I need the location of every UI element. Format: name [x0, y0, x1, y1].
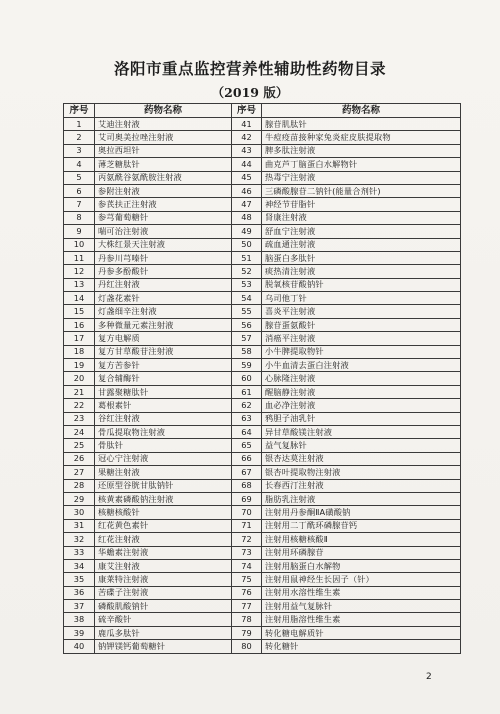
- table-row: [64, 385, 461, 398]
- row-number-left: 18: [64, 345, 95, 358]
- row-number-right: 69: [232, 492, 262, 505]
- row-number-left: 33: [64, 546, 95, 559]
- table-row: [64, 412, 461, 425]
- drug-name-right: 注射用核糖核酸Ⅱ: [262, 533, 461, 546]
- page-number: 2: [426, 672, 432, 682]
- drug-name-right: 血必净注射液: [262, 399, 461, 412]
- table-row: [64, 640, 461, 653]
- row-number-right: 53: [232, 278, 262, 291]
- table-row: [64, 251, 461, 264]
- row-number-right: 56: [232, 318, 262, 331]
- drug-name-right: 热毒宁注射液: [262, 171, 461, 184]
- table-row: [64, 265, 461, 278]
- row-number-left: 16: [64, 318, 95, 331]
- drug-name-right: 转化糖针: [262, 640, 461, 653]
- table-row: [64, 184, 461, 197]
- drug-name-right: 鸦胆子油乳针: [262, 412, 461, 425]
- drug-name-left: 苦碟子注射液: [95, 586, 232, 599]
- table-row: [64, 118, 461, 131]
- row-number-right: 79: [232, 626, 262, 639]
- drug-name-left: 甘露聚糖肽针: [95, 385, 232, 398]
- table-row: [64, 546, 461, 559]
- row-number-left: 34: [64, 559, 95, 572]
- row-number-left: 37: [64, 600, 95, 613]
- table-row: [64, 225, 461, 238]
- drug-name-left: 复方苦参针: [95, 359, 232, 372]
- drug-name-right: 神经节苷脂针: [262, 198, 461, 211]
- drug-name-left: 康艾注射液: [95, 559, 232, 572]
- drug-name-left: 丹红注射液: [95, 278, 232, 291]
- row-number-left: 30: [64, 506, 95, 519]
- drug-name-left: 多种微量元素注射液: [95, 318, 232, 331]
- drug-name-left: 薄芝糖肽针: [95, 158, 232, 171]
- row-number-left: 25: [64, 439, 95, 452]
- row-number-right: 77: [232, 600, 262, 613]
- drug-name-left: 磷酸肌酸钠针: [95, 600, 232, 613]
- drug-name-right: 注射用丹参酮ⅡA磺酸钠: [262, 506, 461, 519]
- drug-name-left: 硫辛酸针: [95, 613, 232, 626]
- table-row: [64, 626, 461, 639]
- row-number-left: 26: [64, 452, 95, 465]
- row-number-left: 12: [64, 265, 95, 278]
- drug-name-right: 益气复脉针: [262, 439, 461, 452]
- drug-name-right: 银杏叶提取物注射液: [262, 466, 461, 479]
- table-row: [64, 613, 461, 626]
- table-row: [64, 399, 461, 412]
- drug-name-right: 肾康注射液: [262, 211, 461, 224]
- drug-name-left: 骨瓜提取物注射液: [95, 425, 232, 438]
- drug-name-left: 复合辅酶针: [95, 372, 232, 385]
- drug-name-left: 果糖注射液: [95, 466, 232, 479]
- header-name-left: 药物名称: [95, 104, 232, 118]
- drug-name-left: 复方甘草酸苷注射液: [95, 345, 232, 358]
- drug-name-right: 腺苷蛋氨酸针: [262, 318, 461, 331]
- table-row: [64, 359, 461, 372]
- table-row: [64, 600, 461, 613]
- drug-name-right: 疏血通注射液: [262, 238, 461, 251]
- drug-name-left: 艾迪注射液: [95, 118, 232, 131]
- row-number-right: 55: [232, 305, 262, 318]
- drug-name-left: 灯盏花素针: [95, 292, 232, 305]
- row-number-left: 2: [64, 131, 95, 144]
- drug-name-right: 注射用脑蛋白水解物: [262, 559, 461, 572]
- row-number-right: 51: [232, 251, 262, 264]
- row-number-left: 14: [64, 292, 95, 305]
- drug-list-table: [63, 103, 461, 654]
- row-number-left: 1: [64, 118, 95, 131]
- row-number-left: 17: [64, 332, 95, 345]
- row-number-left: 10: [64, 238, 95, 251]
- row-number-right: 74: [232, 559, 262, 572]
- table-row: [64, 573, 461, 586]
- row-number-right: 47: [232, 198, 262, 211]
- row-number-left: 38: [64, 613, 95, 626]
- drug-name-right: 小牛脾提取物针: [262, 345, 461, 358]
- row-number-right: 43: [232, 144, 262, 157]
- row-number-left: 20: [64, 372, 95, 385]
- row-number-right: 44: [232, 158, 262, 171]
- drug-name-right: 异甘草酸镁注射液: [262, 425, 461, 438]
- row-number-right: 66: [232, 452, 262, 465]
- row-number-right: 59: [232, 359, 262, 372]
- drug-name-right: 脱氧核苷酸钠针: [262, 278, 461, 291]
- table-row: [64, 492, 461, 505]
- drug-name-left: 喘可治注射液: [95, 225, 232, 238]
- drug-name-left: 骨肽针: [95, 439, 232, 452]
- drug-name-left: 灯盏细辛注射液: [95, 305, 232, 318]
- drug-name-right: 消癌平注射液: [262, 332, 461, 345]
- table-row: [64, 238, 461, 251]
- row-number-right: 60: [232, 372, 262, 385]
- row-number-left: 40: [64, 640, 95, 653]
- row-number-left: 28: [64, 479, 95, 492]
- drug-name-right: 注射用鼠神经生长因子（针）: [262, 573, 461, 586]
- row-number-left: 32: [64, 533, 95, 546]
- drug-name-right: 脑蛋白多肽针: [262, 251, 461, 264]
- drug-name-left: 谷红注射液: [95, 412, 232, 425]
- drug-name-left: 复方电解质: [95, 332, 232, 345]
- drug-name-right: 注射用益气复脉针: [262, 600, 461, 613]
- table-row: [64, 131, 461, 144]
- drug-name-left: 冠心宁注射液: [95, 452, 232, 465]
- drug-name-left: 红花黄色素针: [95, 519, 232, 532]
- table-row: [64, 559, 461, 572]
- table-row: [64, 372, 461, 385]
- drug-name-right: 腺苷肌肽针: [262, 118, 461, 131]
- row-number-left: 15: [64, 305, 95, 318]
- table-row: [64, 586, 461, 599]
- row-number-right: 64: [232, 425, 262, 438]
- drug-name-right: 醒脑静注射液: [262, 385, 461, 398]
- row-number-right: 70: [232, 506, 262, 519]
- row-number-left: 35: [64, 573, 95, 586]
- table-row: [64, 479, 461, 492]
- row-number-left: 6: [64, 184, 95, 197]
- table-row: [64, 305, 461, 318]
- row-number-right: 78: [232, 613, 262, 626]
- table-row: [64, 425, 461, 438]
- row-number-right: 63: [232, 412, 262, 425]
- drug-name-right: 痰热清注射液: [262, 265, 461, 278]
- header-no-right: 序号: [232, 104, 262, 118]
- row-number-left: 7: [64, 198, 95, 211]
- table-row: [64, 533, 461, 546]
- header-name-right: 药物名称: [262, 104, 461, 118]
- row-number-left: 3: [64, 144, 95, 157]
- row-number-left: 36: [64, 586, 95, 599]
- table-row: [64, 519, 461, 532]
- row-number-left: 39: [64, 626, 95, 639]
- table-row: [64, 332, 461, 345]
- row-number-left: 29: [64, 492, 95, 505]
- row-number-left: 11: [64, 251, 95, 264]
- table-row: [64, 144, 461, 157]
- row-number-right: 48: [232, 211, 262, 224]
- table-row: [64, 345, 461, 358]
- row-number-left: 24: [64, 425, 95, 438]
- drug-name-right: 心脉隆注射液: [262, 372, 461, 385]
- table-row: [64, 158, 461, 171]
- drug-name-left: 奥拉西坦针: [95, 144, 232, 157]
- drug-name-left: 华蟾素注射液: [95, 546, 232, 559]
- drug-name-left: 红花注射液: [95, 533, 232, 546]
- row-number-right: 50: [232, 238, 262, 251]
- row-number-right: 62: [232, 399, 262, 412]
- table-body: [64, 118, 461, 654]
- row-number-right: 45: [232, 171, 262, 184]
- row-number-right: 52: [232, 265, 262, 278]
- drug-name-left: 康莱特注射液: [95, 573, 232, 586]
- drug-name-right: 喜炎平注射液: [262, 305, 461, 318]
- drug-name-right: 牛痘疫苗接种家兔炎症皮肤提取物: [262, 131, 461, 144]
- drug-name-right: 注射用脂溶性维生素: [262, 613, 461, 626]
- row-number-right: 75: [232, 573, 262, 586]
- row-number-right: 68: [232, 479, 262, 492]
- table-row: [64, 439, 461, 452]
- table-row: [64, 211, 461, 224]
- row-number-left: 4: [64, 158, 95, 171]
- row-number-left: 27: [64, 466, 95, 479]
- drug-name-left: 参芎葡萄糖针: [95, 211, 232, 224]
- drug-name-right: 舒血宁注射液: [262, 225, 461, 238]
- table-header-row: [64, 104, 461, 118]
- table-row: [64, 292, 461, 305]
- drug-name-left: 丹参川芎嗪针: [95, 251, 232, 264]
- table-row: [64, 452, 461, 465]
- row-number-right: 72: [232, 533, 262, 546]
- row-number-right: 58: [232, 345, 262, 358]
- drug-name-right: 注射用水溶性维生素: [262, 586, 461, 599]
- table-row: [64, 466, 461, 479]
- drug-name-left: 核糖核酸针: [95, 506, 232, 519]
- row-number-left: 31: [64, 519, 95, 532]
- drug-name-left: 钠钾镁钙葡萄糖针: [95, 640, 232, 653]
- drug-name-right: 长春西汀注射液: [262, 479, 461, 492]
- drug-name-left: 丹参多酚酸针: [95, 265, 232, 278]
- row-number-right: 76: [232, 586, 262, 599]
- drug-name-left: 核黄素磷酸钠注射液: [95, 492, 232, 505]
- row-number-left: 23: [64, 412, 95, 425]
- drug-name-right: 小牛血清去蛋白注射液: [262, 359, 461, 372]
- row-number-left: 8: [64, 211, 95, 224]
- row-number-left: 22: [64, 399, 95, 412]
- table-row: [64, 506, 461, 519]
- row-number-left: 13: [64, 278, 95, 291]
- drug-name-left: 艾司奥美拉唑注射液: [95, 131, 232, 144]
- drug-name-right: 脂肪乳注射液: [262, 492, 461, 505]
- drug-name-right: 注射用环磷腺苷: [262, 546, 461, 559]
- drug-name-right: 注射用二丁酰环磷腺苷钙: [262, 519, 461, 532]
- table-row: [64, 198, 461, 211]
- drug-name-right: 银杏达莫注射液: [262, 452, 461, 465]
- drug-name-left: 参芪扶正注射液: [95, 198, 232, 211]
- row-number-left: 5: [64, 171, 95, 184]
- row-number-left: 9: [64, 225, 95, 238]
- drug-name-left: 鹿瓜多肽针: [95, 626, 232, 639]
- row-number-right: 73: [232, 546, 262, 559]
- table-row: [64, 171, 461, 184]
- drug-name-right: 乌司他丁针: [262, 292, 461, 305]
- row-number-right: 49: [232, 225, 262, 238]
- row-number-right: 57: [232, 332, 262, 345]
- drug-name-right: 三磷酸腺苷二钠针(能量合剂针): [262, 184, 461, 197]
- row-number-left: 21: [64, 385, 95, 398]
- drug-name-left: 还原型谷胱甘肽钠针: [95, 479, 232, 492]
- row-number-right: 71: [232, 519, 262, 532]
- drug-name-right: 脾多肽注射液: [262, 144, 461, 157]
- row-number-right: 61: [232, 385, 262, 398]
- drug-name-right: 转化糖电解质针: [262, 626, 461, 639]
- drug-name-left: 大株红景天注射液: [95, 238, 232, 251]
- row-number-right: 80: [232, 640, 262, 653]
- page-title: 洛阳市重点监控营养性辅助性药物目录: [113, 60, 386, 78]
- page-subtitle: （2019 版）: [211, 85, 289, 100]
- table-row: [64, 278, 461, 291]
- drug-name-left: 参附注射液: [95, 184, 232, 197]
- header-no-left: 序号: [64, 104, 95, 118]
- row-number-left: 19: [64, 359, 95, 372]
- drug-name-left: 丙氨酰谷氨酰胺注射液: [95, 171, 232, 184]
- row-number-right: 65: [232, 439, 262, 452]
- row-number-right: 46: [232, 184, 262, 197]
- drug-name-left: 葛根素针: [95, 399, 232, 412]
- row-number-right: 54: [232, 292, 262, 305]
- table-row: [64, 318, 461, 331]
- row-number-right: 41: [232, 118, 262, 131]
- row-number-right: 67: [232, 466, 262, 479]
- row-number-right: 42: [232, 131, 262, 144]
- drug-name-right: 曲克芦丁脑蛋白水解物针: [262, 158, 461, 171]
